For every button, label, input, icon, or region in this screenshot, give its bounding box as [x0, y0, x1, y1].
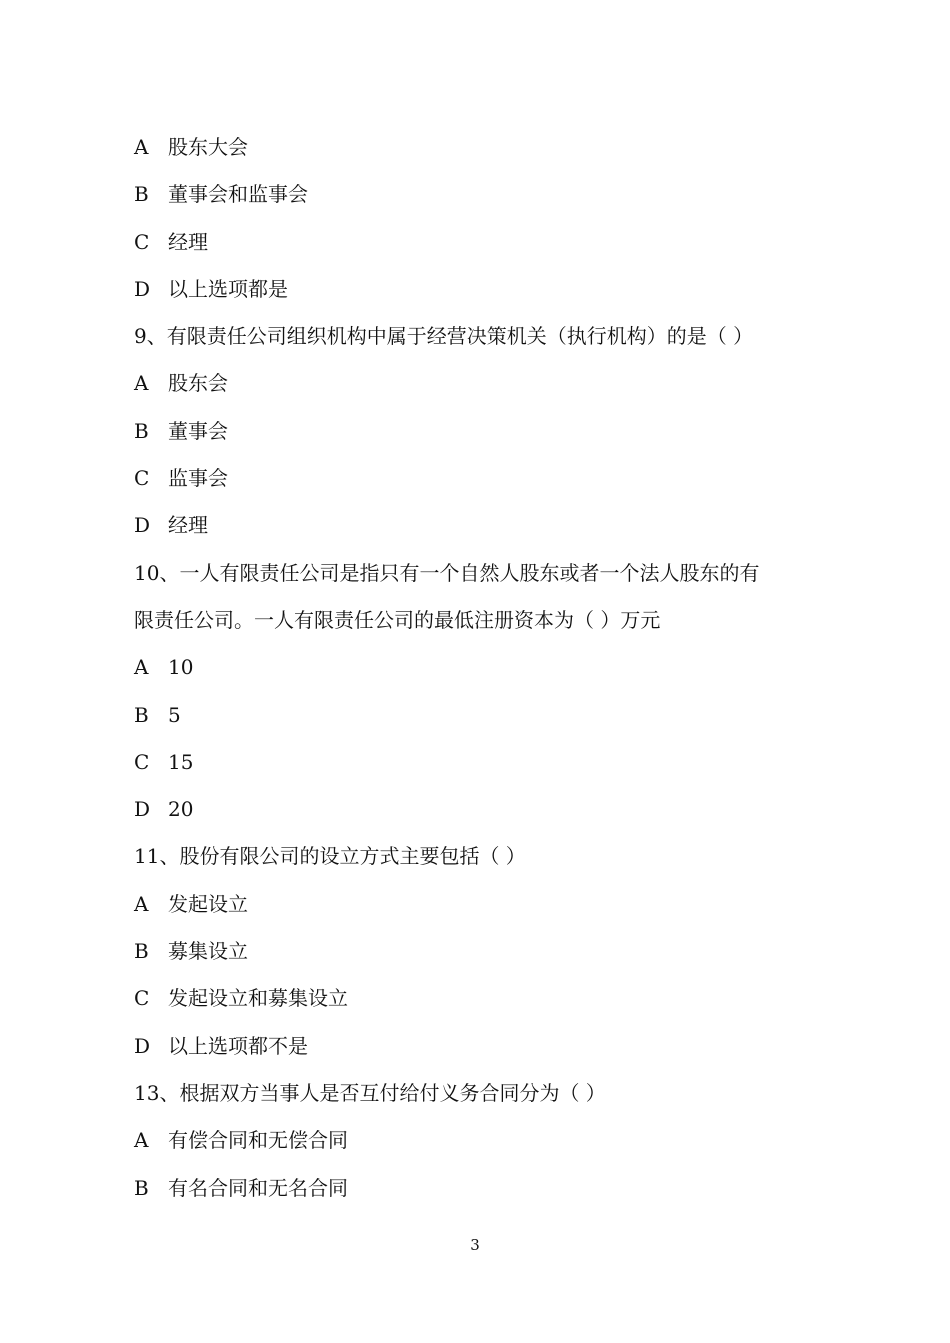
q9-option-a [134, 360, 834, 407]
q10-option-b [134, 692, 834, 739]
option-letter: A [134, 891, 149, 916]
q9-option-c [134, 455, 834, 502]
option-letter: C [134, 466, 150, 491]
option-letter: A [134, 135, 149, 159]
option-text: 15 [168, 749, 194, 774]
q10-question-line2: 限责任公司。一人有限责任公司的最低注册资本为（ ）万元 [134, 607, 661, 632]
option-text: 20 [168, 797, 194, 822]
option-text: 股东会 [168, 371, 228, 396]
option-text: 经理 [168, 513, 208, 538]
option-text: 经理 [168, 229, 208, 254]
page-body [134, 124, 834, 1212]
option-text: 发起设立 [168, 891, 248, 916]
option-text: 发起设立和募集设立 [168, 986, 348, 1011]
option-letter: D [134, 1033, 151, 1058]
option-letter: D [134, 797, 151, 822]
q9-question: 9、有限责任公司组织机构中属于经营决策机关（执行机构）的是（ ） [134, 324, 754, 349]
q11-option-d [134, 1023, 834, 1070]
option-text: 募集设立 [168, 939, 248, 964]
option-letter: A [134, 1128, 149, 1153]
q13-option-a [134, 1117, 834, 1164]
option-letter: A [134, 371, 149, 396]
option-letter: B [134, 939, 149, 964]
option-text: 董事会和监事会 [168, 182, 308, 207]
q10-option-c [134, 739, 834, 786]
option-text: 10 [168, 655, 194, 680]
q9-option-d [134, 502, 834, 549]
option-letter: D [134, 513, 151, 538]
option-letter: C [134, 986, 150, 1011]
option-text: 有偿合同和无偿合同 [168, 1128, 348, 1153]
option-text: 以上选项都不是 [168, 1033, 308, 1058]
option-letter: C [134, 229, 150, 254]
q10-option-d [134, 786, 834, 833]
q10-question-line1: 10、一人有限责任公司是指只有一个自然人股东或者一个法人股东的有 [134, 560, 760, 585]
q8-option-b [134, 171, 834, 218]
q11-question: 11、股份有限公司的设立方式主要包括（ ） [134, 844, 526, 869]
option-text: 以上选项都是 [168, 276, 288, 301]
option-letter: C [134, 749, 150, 774]
q8-option-d [134, 266, 834, 313]
option-letter: B [134, 1175, 149, 1200]
option-letter: B [134, 182, 149, 207]
option-letter: B [134, 418, 149, 443]
option-text: 董事会 [168, 418, 228, 443]
option-letter: D [134, 276, 151, 301]
option-letter: B [134, 702, 149, 727]
option-text: 监事会 [168, 466, 228, 491]
q9-option-b [134, 408, 834, 455]
option-text: 5 [168, 702, 181, 727]
q11-option-c [134, 975, 834, 1022]
q13-question: 13、根据双方当事人是否互付给付义务合同分为（ ） [134, 1080, 606, 1105]
q8-option-a [134, 124, 834, 171]
option-text: 股东大会 [168, 135, 248, 159]
option-text: 有名合同和无名合同 [168, 1175, 348, 1200]
q8-option-c [134, 219, 834, 266]
q11-option-a [134, 881, 834, 928]
option-letter: A [134, 655, 149, 680]
page-number: 3 [470, 1236, 480, 1254]
q10-option-a [134, 644, 834, 691]
q13-option-b [134, 1165, 834, 1212]
q11-option-b [134, 928, 834, 975]
